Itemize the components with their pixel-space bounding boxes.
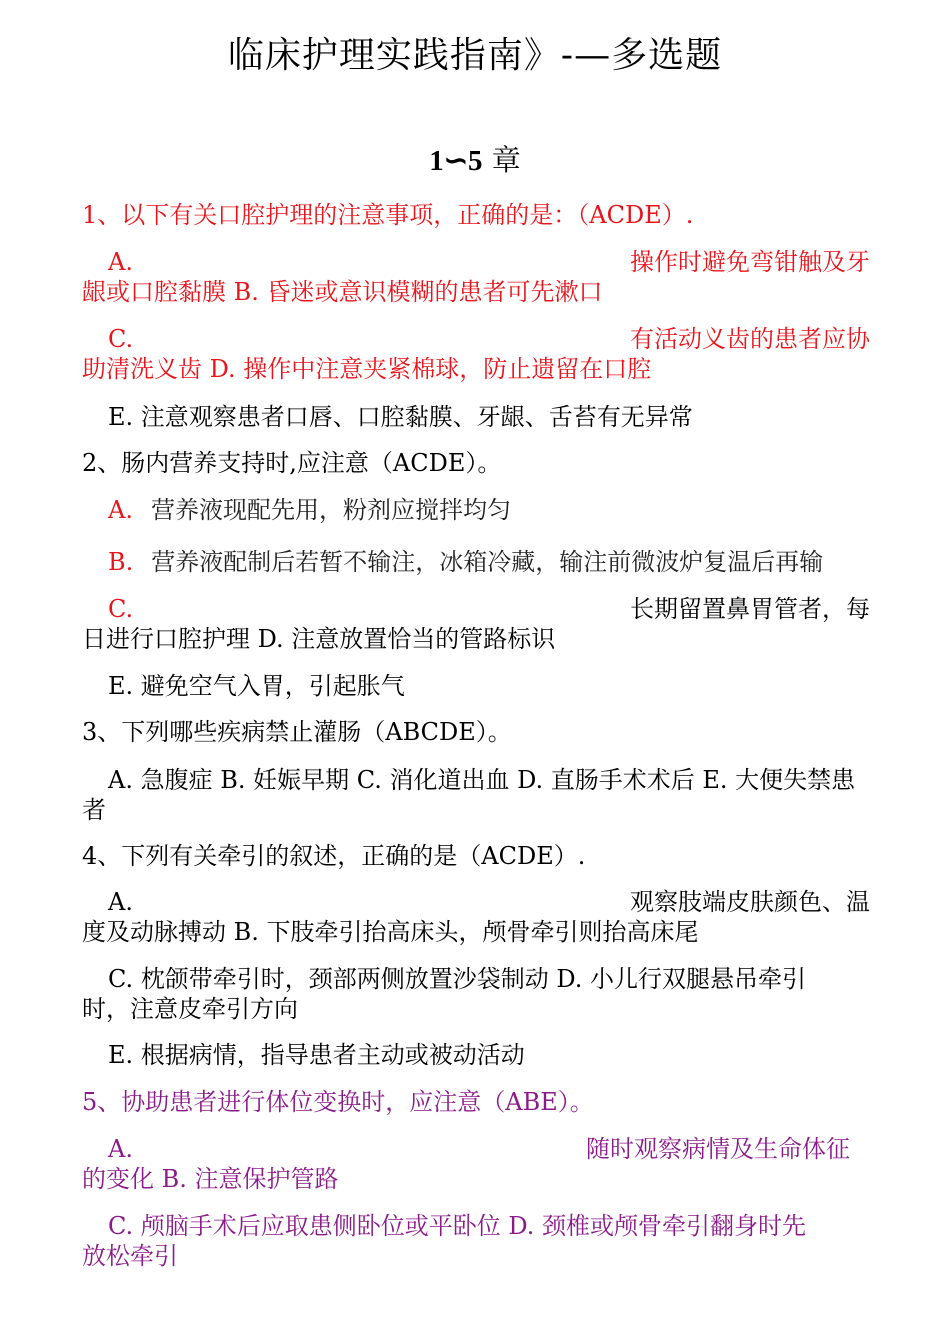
question-5-option-c-cont: 放松牵引 <box>82 1242 178 1270</box>
question-5-option-a-cont: 的变化 B. 注意保护管路 <box>82 1165 339 1193</box>
option-text: 有活动义齿的患者应协 <box>630 325 870 353</box>
question-2-option-c-cont: 日进行口腔护理 D. 注意放置恰当的管路标识 <box>82 625 556 653</box>
question-1-option-a-cont: 龈或口腔黏膜 B. 昏迷或意识模糊的患者可先漱口 <box>82 278 603 306</box>
option-text: 观察肢端皮肤颜色、温 <box>630 888 870 916</box>
question-3-options-cont: 者 <box>82 796 106 824</box>
option-label: A. <box>108 496 133 524</box>
question-1-option-c-cont: 助清洗义齿 D. 操作中注意夹紧棉球，防止遗留在口腔 <box>82 355 652 383</box>
question-1-option-e: E. 注意观察患者口唇、口腔黏膜、牙龈、舌苔有无异常 <box>108 403 693 431</box>
question-4-option-a-cont: 度及动脉搏动 B. 下肢牵引抬高床头，颅骨牵引则抬高床尾 <box>82 918 699 946</box>
question-1-stem: 1、以下有关口腔护理的注意事项，正确的是：（ACDE）. <box>82 201 694 229</box>
option-text: 营养液配制后若暂不输注，冰箱冷藏，输注前微波炉复温后再输 <box>151 548 824 576</box>
question-3-stem: 3、下列哪些疾病禁止灌肠（ABCDE）。 <box>82 718 512 746</box>
option-text: 长期留置鼻胃管者，每 <box>630 595 870 623</box>
option-label: A. <box>108 1135 133 1163</box>
question-4-option-e: E. 根据病情，指导患者主动或被动活动 <box>108 1041 525 1069</box>
question-4-stem: 4、下列有关牵引的叙述，正确的是（ACDE）. <box>82 842 586 870</box>
question-2-option-a <box>108 495 898 525</box>
chapter-number: 1∽5 <box>429 145 483 177</box>
question-3-options: A. 急腹症 B. 妊娠早期 C. 消化道出血 D. 直肠手术术后 E. 大便失禁患 <box>108 766 856 794</box>
option-label: B. <box>108 548 134 576</box>
chapter-heading <box>0 140 950 181</box>
option-text: 营养液现配先用，粉剂应搅拌均匀 <box>150 496 511 524</box>
option-label: C. <box>108 325 134 353</box>
question-5-option-c: C. 颅脑手术后应取患侧卧位或平卧位 D. 颈椎或颅骨牵引翻身时先 <box>108 1212 807 1240</box>
option-text: 操作时避免弯钳触及牙 <box>630 248 870 276</box>
question-2-option-e: E. 避免空气入胃，引起胀气 <box>108 672 405 700</box>
option-text: 随时观察病情及生命体征 <box>586 1135 850 1163</box>
option-label: A. <box>108 248 133 276</box>
question-2-stem: 2、肠内营养支持时,应注意（ACDE）。 <box>82 449 502 477</box>
page-title: 临床护理实践指南》-—多选题 <box>227 35 723 76</box>
question-5-stem: 5、协助患者进行体位变换时，应注意（ABE）。 <box>82 1088 594 1116</box>
option-label: A. <box>108 888 133 916</box>
question-4-option-c-cont: 时，注意皮牵引方向 <box>82 995 298 1023</box>
question-4-option-c: C. 枕颌带牵引时，颈部两侧放置沙袋制动 D. 小儿行双腿悬吊牵引 <box>108 965 807 993</box>
option-label: C. <box>108 595 134 623</box>
question-2-option-b <box>108 547 898 577</box>
chapter-suffix: 章 <box>482 143 521 177</box>
